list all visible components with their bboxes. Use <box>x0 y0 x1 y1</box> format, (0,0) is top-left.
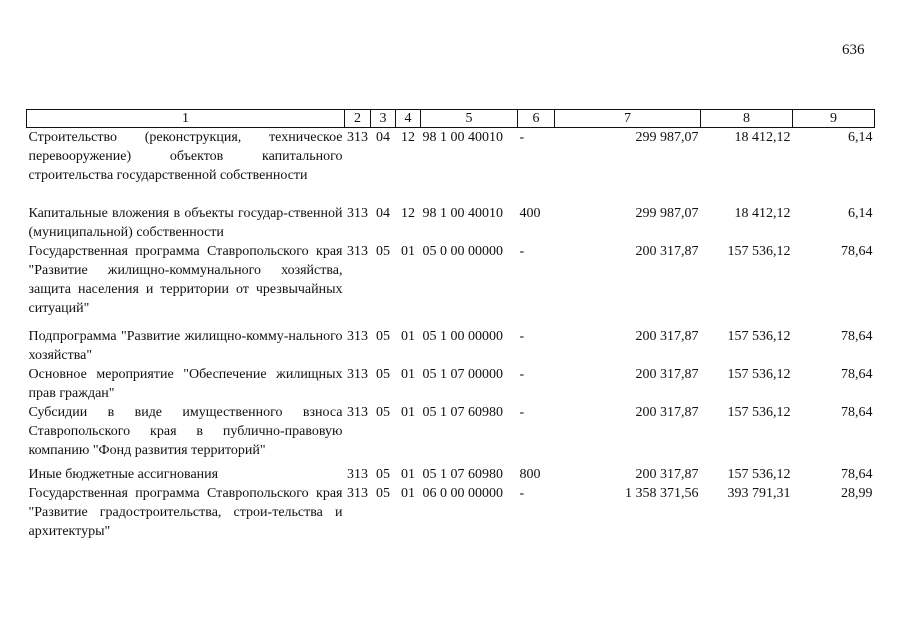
header-col-3: 3 <box>371 110 396 128</box>
row-name: Государственная программа Ставропольского края "Развитие градостроительства, строи-тельства и архитектуры" <box>28 486 343 539</box>
header-row <box>27 110 875 128</box>
row-col-2: 313 <box>347 467 368 482</box>
row-col-4: 01 <box>401 405 415 420</box>
row-col-8: 157 536,12 <box>727 244 791 259</box>
row-col-3: 05 <box>376 367 390 382</box>
row-name: Иные бюджетные ассигнования <box>28 467 219 482</box>
header-col-9: 9 <box>793 110 875 128</box>
row-col-3: 05 <box>376 329 390 344</box>
header-col-2: 2 <box>345 110 371 128</box>
header-col-4: 4 <box>396 110 421 128</box>
table-row <box>27 465 875 484</box>
row-col-8: 393 791,31 <box>727 486 791 501</box>
row-col-3: 04 <box>376 206 390 221</box>
row-col-9: 78,64 <box>841 329 873 344</box>
row-col-7: 200 317,87 <box>635 367 699 382</box>
row-col-8: 157 536,12 <box>727 329 791 344</box>
row-col-2: 313 <box>347 486 368 501</box>
row-col-2: 313 <box>347 367 368 382</box>
header-col-1: 1 <box>27 110 345 128</box>
row-col-4: 01 <box>401 486 415 501</box>
row-spacer <box>27 318 875 327</box>
row-col-4: 12 <box>401 206 415 221</box>
table-row <box>27 128 875 186</box>
page-number: 636 <box>842 42 865 58</box>
row-col-8: 18 412,12 <box>734 206 791 221</box>
row-col-6: - <box>519 130 525 145</box>
row-col-8: 18 412,12 <box>734 130 791 145</box>
row-col-7: 200 317,87 <box>635 467 699 482</box>
table-row <box>27 242 875 318</box>
row-col-4: 01 <box>401 329 415 344</box>
row-col-8: 157 536,12 <box>727 405 791 420</box>
table-row <box>27 204 875 242</box>
row-col-6: - <box>519 329 525 344</box>
row-col-7: 200 317,87 <box>635 405 699 420</box>
row-col-9: 6,14 <box>848 130 873 145</box>
table-row <box>27 365 875 403</box>
row-col-2: 313 <box>347 130 368 145</box>
row-col-8: 157 536,12 <box>727 367 791 382</box>
row-spacer <box>27 185 875 204</box>
row-col-3: 05 <box>376 486 390 501</box>
row-name: Субсидии в виде имущественного взноса Ставропольского края в публично-правовую компанию "Фонд развития территорий" <box>28 405 343 458</box>
row-col-9: 78,64 <box>841 367 873 382</box>
row-col-6: - <box>519 486 525 501</box>
row-col-6: 800 <box>519 467 541 482</box>
row-name: Подпрограмма "Развитие жилищно-комму-нального хозяйства" <box>28 329 343 363</box>
row-col-7: 1 358 371,56 <box>625 486 699 501</box>
row-col-5: 05 1 07 60980 <box>422 405 503 420</box>
row-col-5: 05 1 00 00000 <box>422 329 503 344</box>
row-col-5: 98 1 00 40010 <box>422 130 503 145</box>
row-col-2: 313 <box>347 405 368 420</box>
row-col-5: 06 0 00 00000 <box>422 486 503 501</box>
table-row <box>27 484 875 541</box>
row-col-4: 01 <box>401 367 415 382</box>
row-col-9: 78,64 <box>841 244 873 259</box>
header-col-7: 7 <box>555 110 701 128</box>
row-col-9: 6,14 <box>848 206 873 221</box>
row-col-5: 05 1 07 60980 <box>422 467 503 482</box>
row-col-6: - <box>519 405 525 420</box>
row-col-7: 200 317,87 <box>635 244 699 259</box>
row-col-5: 05 0 00 00000 <box>422 244 503 259</box>
row-col-3: 05 <box>376 467 390 482</box>
header-col-6: 6 <box>518 110 555 128</box>
row-col-6: - <box>519 367 525 382</box>
row-col-4: 12 <box>401 130 415 145</box>
row-col-3: 05 <box>376 244 390 259</box>
row-col-5: 05 1 07 00000 <box>422 367 503 382</box>
row-col-8: 157 536,12 <box>727 467 791 482</box>
row-name: Государственная программа Ставропольского края "Развитие жилищно-коммунального хозяйства, защита населения и территории от чрезвычайных ситуаций" <box>28 244 343 316</box>
header-col-5: 5 <box>421 110 518 128</box>
row-col-9: 28,99 <box>841 486 873 501</box>
row-name: Строительство (реконструкция, техническое перевооружение) объектов капитального строительства государственной собственности <box>28 130 343 183</box>
row-col-6: - <box>519 244 525 259</box>
budget-table <box>26 109 875 541</box>
row-col-4: 01 <box>401 244 415 259</box>
row-col-2: 313 <box>347 329 368 344</box>
row-col-6: 400 <box>519 206 541 221</box>
row-col-9: 78,64 <box>841 467 873 482</box>
row-col-3: 05 <box>376 405 390 420</box>
row-col-3: 04 <box>376 130 390 145</box>
row-col-7: 299 987,07 <box>635 206 699 221</box>
row-col-7: 200 317,87 <box>635 329 699 344</box>
row-col-4: 01 <box>401 467 415 482</box>
table-row <box>27 403 875 460</box>
row-col-2: 313 <box>347 206 368 221</box>
row-col-7: 299 987,07 <box>635 130 699 145</box>
header-col-8: 8 <box>701 110 793 128</box>
row-col-5: 98 1 00 40010 <box>422 206 503 221</box>
row-col-9: 78,64 <box>841 405 873 420</box>
row-name: Капитальные вложения в объекты государ-ственной (муниципальной) собственности <box>28 206 343 240</box>
row-name: Основное мероприятие "Обеспечение жилищных прав граждан" <box>28 367 343 401</box>
row-col-2: 313 <box>347 244 368 259</box>
table-row <box>27 327 875 365</box>
